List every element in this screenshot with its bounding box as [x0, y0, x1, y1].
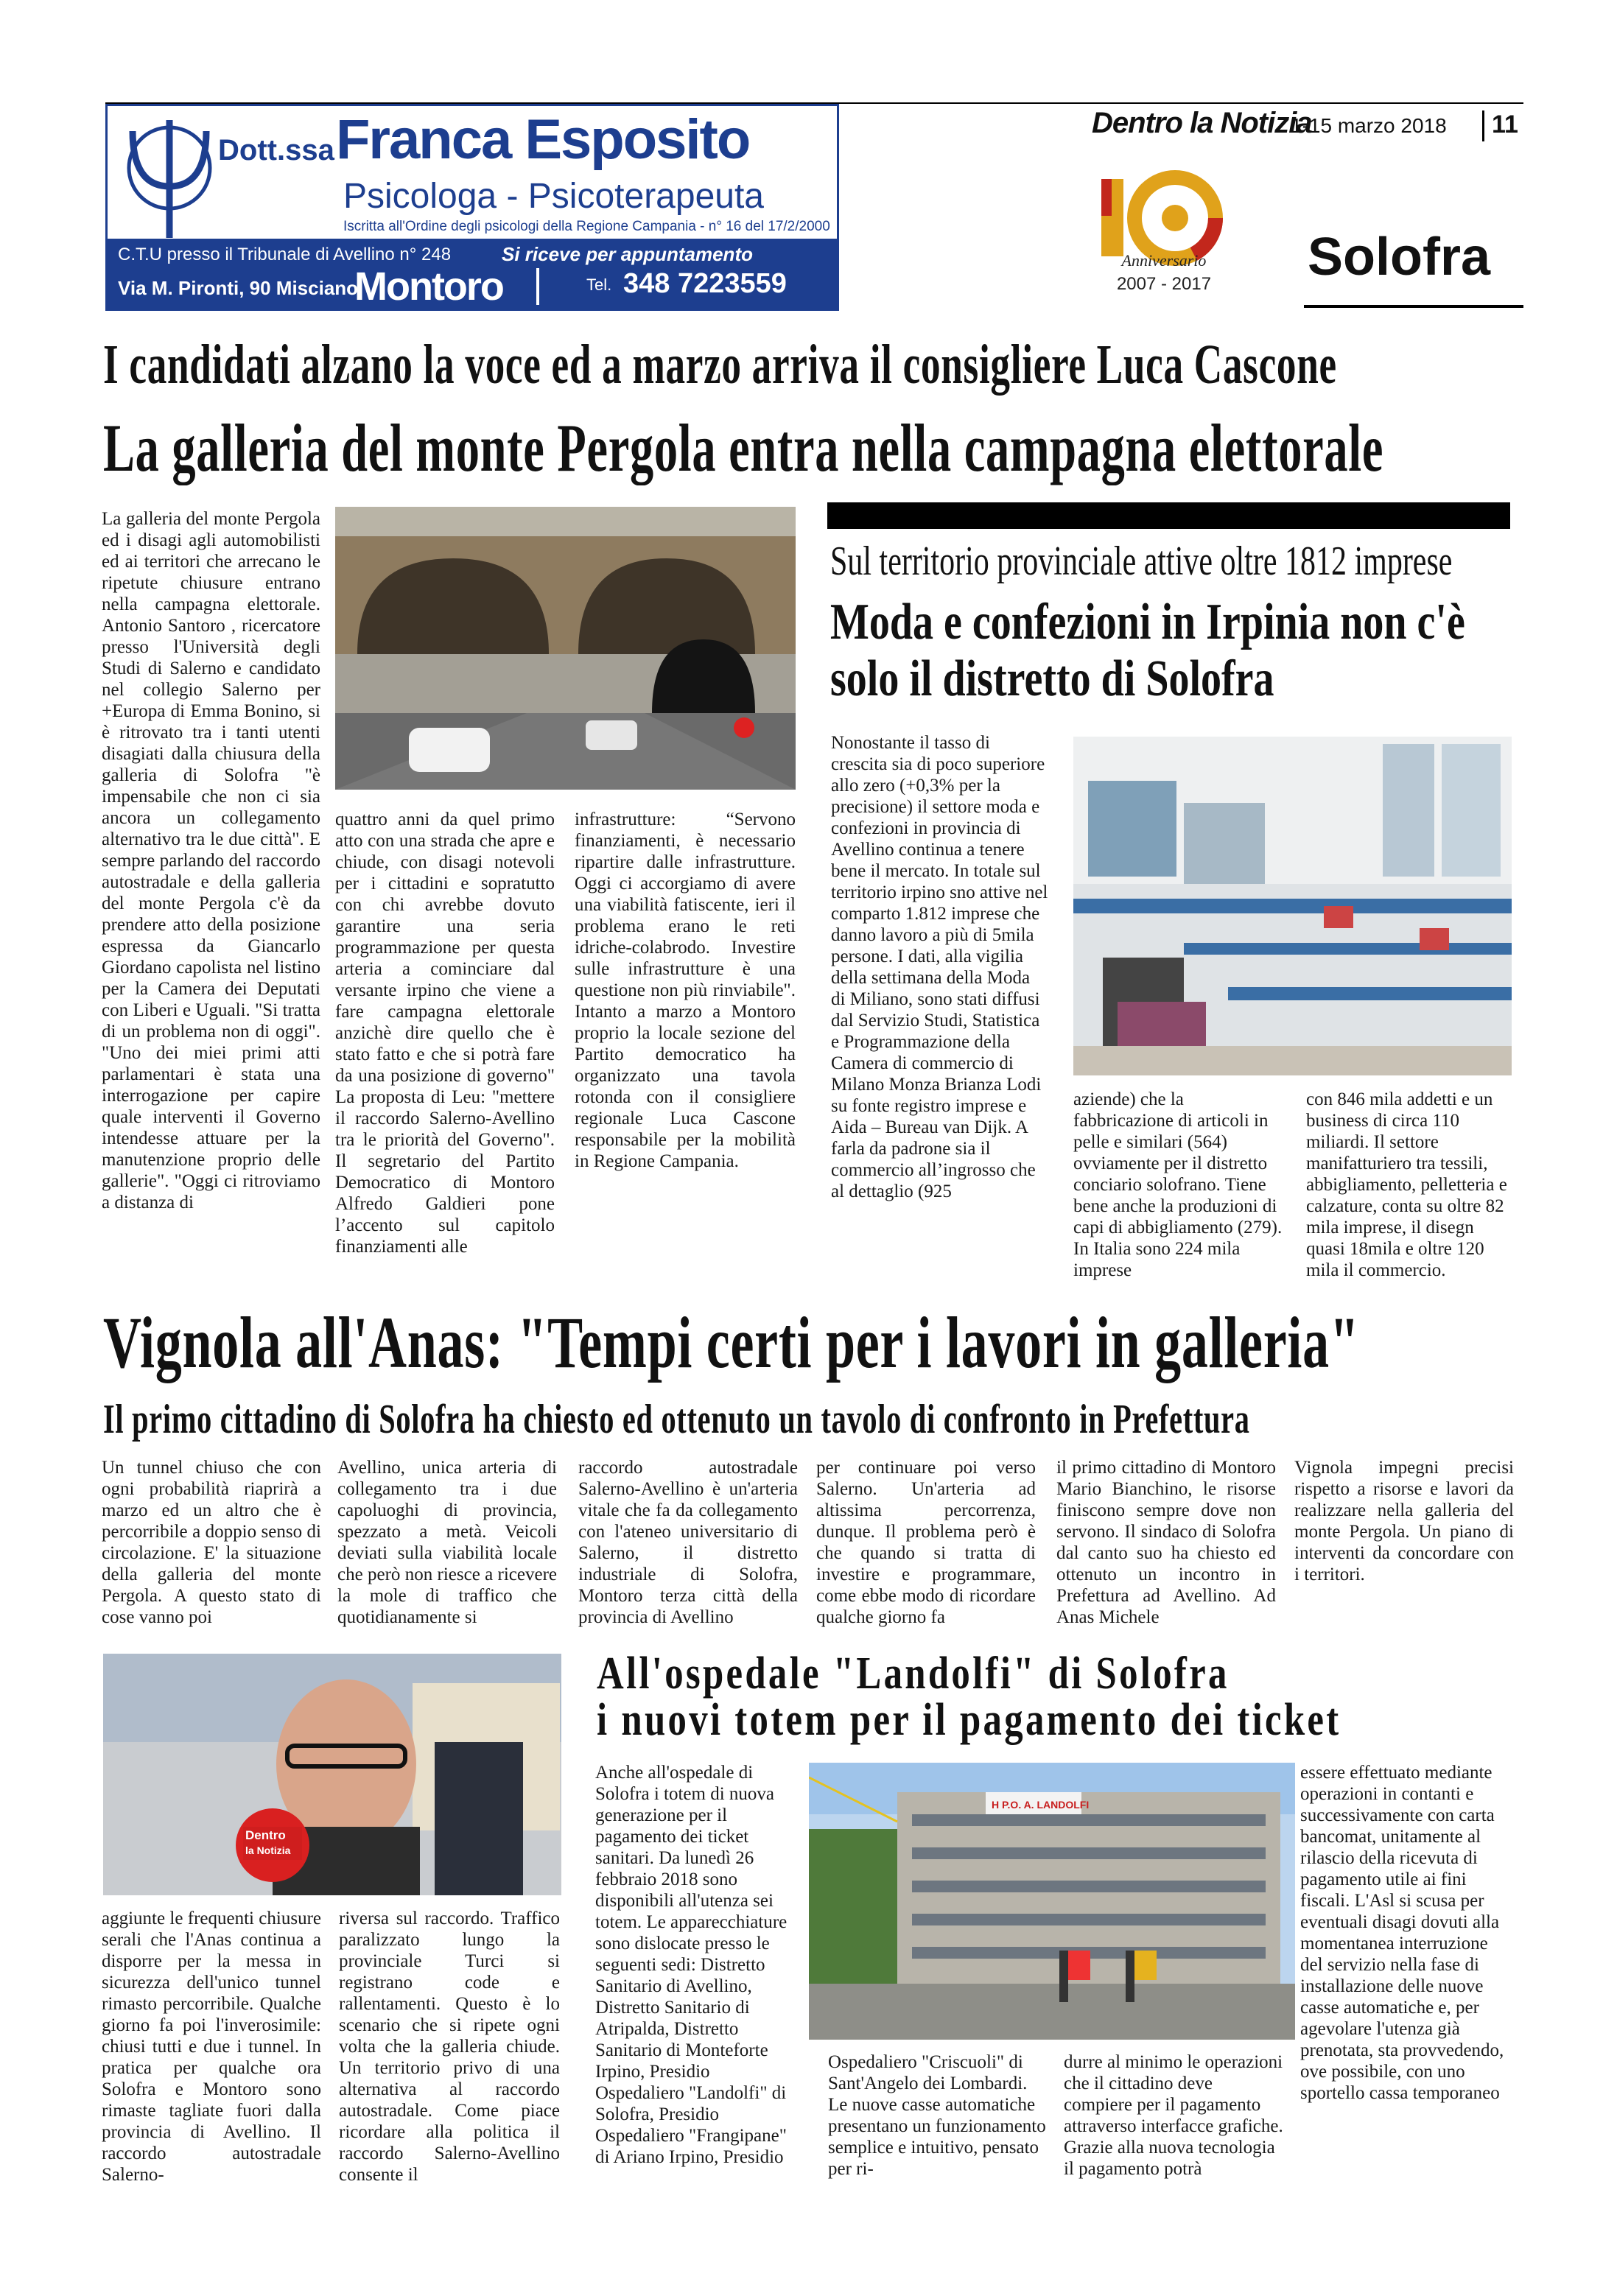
- article4-col2: Ospedaliero "Criscuoli" di Sant'Angelo dei Lombardi. Le nuove casse automatiche presentano un funzionamento semplice e intuitivo, pensato per ri-: [828, 2052, 1046, 2179]
- article4-title-line2: i nuovi totem per il pagamento dei ticket: [597, 1695, 1341, 1745]
- article3-col4: per continuare poi verso Salerno. Un'arteria ad altissima percorrenza, dunque. Il problema però è che quando si tratta di investire e programmare, come ebbe modo di ricordare qualche giorno fa: [816, 1458, 1036, 1627]
- article3-col8: riversa sul raccordo. Traffico paralizzato lungo la provinciale Turci si registrano code e rallentamenti. Questo è lo scenario che si ripete ogni volta che la galleria chiude. Un territorio privo di una alternativa al raccordo autostradale. Come piace ricordare alla politica il raccordo Salerno-Avellino consente il: [339, 1909, 560, 2185]
- article2-col3: con 846 mila addetti e un business di circa 110 miliardi. Il settore manifatturiero tra tessili, abbigliamento, pelletteria e calzature, conta su oltre 82 mila imprese, il disegn quasi 18mila e oltre 120 mila il commercio.: [1306, 1089, 1507, 1280]
- paper-name: Dentro la Notizia: [1092, 107, 1312, 139]
- ad-name: Franca Esposito: [336, 108, 750, 171]
- article3-col5: il primo cittadino di Montoro Mario Bianchino, le risorse finiscono sempre dove non servono. Il sindaco di Solofra dal canto suo ha chiesto ed ottenuto un incontro in Prefettura ad Avellino. Ad Anas Michele: [1056, 1458, 1276, 1627]
- page-number: 11: [1492, 110, 1518, 138]
- anniversary-logo-icon: [1094, 168, 1234, 301]
- mayor-image: [103, 1654, 561, 1895]
- article3-title: Vignola all'Anas: "Tempi certi per i lavori in galleria": [103, 1302, 1360, 1383]
- psi-logo-icon: [118, 116, 221, 242]
- header-rule: [105, 102, 1523, 104]
- ad-address: Via M. Pironti, 90 Misciano: [118, 277, 359, 299]
- article2-title-line1: Moda e confezioni in Irpinia non c'è: [830, 594, 1465, 650]
- microphone-brand-line2: la Notizia: [245, 1844, 291, 1856]
- microphone-brand-line1: Dentro: [245, 1828, 286, 1842]
- article3-col6: Vignola impegni precisi rispetto a risorse e lavori da realizzare nella galleria del monte Pergola. Un piano di interventi da concordare con i territori.: [1294, 1458, 1514, 1584]
- article2-title-line2: solo il distretto di Solofra: [830, 650, 1274, 707]
- article3-col2: Avellino, unica arteria di collegamento tra i due capoluoghi di provincia, spezzato a metà. Veicoli deviati sulla viabilità locale che però non riesce a ricevere la mole di traffico che quotidianamente si: [337, 1458, 557, 1627]
- ad-divider: [536, 268, 539, 305]
- article4-col4: essere effettuato mediante operazioni in contanti e successivamente con carta bancomat, unitamente al rilascio della ricevuta di pagamento utile ai fini fiscali. L'Asl si scusa per eventuali disagi dovuti alla momentanea interruzione del servizio nella fase di installazione delle nuove casse automatiche e, per agevolare l'utenza già prenotata, sta provvedendo, ove possibile, con uno sportello cassa temporaneo: [1300, 1763, 1504, 2103]
- ad-contact-bar: [108, 239, 837, 309]
- article1-title: La galleria del monte Pergola entra nella campagna elettorale: [103, 410, 1384, 485]
- anniversary-text: Anniversario: [1121, 251, 1207, 270]
- tunnel-photo: [335, 507, 796, 790]
- factory-image: [1073, 737, 1512, 1075]
- article3-subtitle: Il primo cittadino di Solofra ha chiesto ed ottenuto un tavolo di confronto in Prefettura: [103, 1397, 1250, 1442]
- article1-col1: La galleria del monte Pergola ed i disagi agli automobilisti ed ai territori che arrecano le ripetute chiusure entrano nella campagna elettorale. Antonio Santoro , ricercatore presso l'Università degli Studi di Salerno e candidato nel collegio Salerno per +Europa di Emma Bonino, si è ritrovato tra i tanti utenti disagiati dalla chiusura della galleria di Solofra "è impensabile che non ci sia ancora un collegamento alternativo tra le due città". E sempre parlando del raccordo autostradale e della galleria del monte Pergola c'è da prendere atto della posizione espressa da Giancarlo Giordano capolista nel listino per la Camera dei Deputati con Liberi e Uguali. "Si tratta di un problema non di oggi". "Uno dei miei primi atti parlamentari è stata una interrogazione per capire quale interventi il Governo intendesse attuare per la manutenzione proprio delle gallerie". "Oggi ci ritroviamo a distanza di: [102, 509, 320, 1212]
- article3-col1: Un tunnel chiuso che con ogni probabilità riaprirà a marzo ed un altro che è percorribile a doppio senso di circolazione. E' la situazione della galleria del monte Pergola. A questo stato di cose vanno poi: [102, 1458, 321, 1627]
- hospital-image: [809, 1763, 1295, 2040]
- hospital-sign-text: H P.O. A. LANDOLFI: [992, 1799, 1090, 1811]
- ad-appointment: Si riceve per appuntamento: [502, 243, 753, 265]
- article2-top-bar: [827, 502, 1510, 529]
- date-divider: [1482, 110, 1484, 141]
- ad-tel-label: Tel.: [586, 275, 612, 294]
- ad-town: Montoro: [354, 264, 503, 309]
- ad-title-prefix: Dott.ssa: [218, 134, 334, 166]
- issue-date: 1-15 marzo 2018: [1291, 114, 1447, 137]
- article2-col2: aziende) che la fabbricazione di articoli in pelle e similari (564) ovviamente per il distretto conciario solofrano. Tiene bene anche la produzioni di capi di abbigliamento (279). In Italia sono 224 mila imprese: [1073, 1089, 1283, 1280]
- article4-col1: Anche all'ospedale di Solofra i totem di nuova generazione per il pagamento dei ticket sanitari. Da lunedì 26 febbraio 2018 sono disponibili all'utenza sei totem. Le apparecchiature sono dislocate presso le seguenti sedi: Distretto Sanitario di Avellino, Distretto Sanitario di Atripalda, Distretto Sanitario di Monteforte Irpino, Presidio Ospedaliero "Landolfi" di Solofra, Presidio Ospedaliero "Frangipane" di Ariano Irpino, Presidio: [595, 1763, 788, 2167]
- section-rule: [1304, 305, 1523, 308]
- anniversary-years: 2007 - 2017: [1116, 274, 1212, 294]
- ad-registration: Iscritta all'Ordine degli psicologi della Regione Campania - n° 16 del 17/2/2000: [343, 219, 830, 234]
- factory-photo: [1073, 737, 1512, 1075]
- section-title: Solofra: [1308, 228, 1491, 287]
- advertisement-box: [105, 104, 839, 311]
- tunnel-image: [335, 507, 796, 790]
- article3-col3: raccordo autostradale Salerno-Avellino è un'arteria vitale che fa da collegamento con l'ateneo universitario di Salerno, il distretto industriale di Solofra, Montoro terza città della provincia di Avellino: [578, 1458, 798, 1627]
- hospital-photo: [809, 1763, 1295, 2040]
- article4-col3: durre al minimo le operazioni che il cittadino deve compiere per il pagamento attraverso interfacce grafiche. Grazie alla nuova tecnologia il pagamento potrà: [1064, 2052, 1283, 2179]
- article2-col1: Nonostante il tasso di crescita sia di poco superiore allo zero (+0,3% per la precisione) il settore moda e confezioni in provincia di Avellino continua a tenere bene il mercato. In totale sul territorio irpino sno attive nel comparto 1.812 imprese che danno lavoro a più di 5mila persone. I dati, alla vigilia della settimana della Moda di Miliano, sono stati diffusi dal Servizio Studi, Statistica e Programmazione della Camera di commercio di Milano Monza Brianza Lodi su fonte registro imprese e Aida – Bureau van Dijk. A farla da padrone sia il commercio all’ingrosso che al dettaglio (925: [831, 733, 1048, 1201]
- ad-profession: Psicologa - Psicoterapeuta: [343, 177, 764, 216]
- article1-kicker: I candidati alzano la voce ed a marzo arriva il consigliere Luca Cascone: [103, 334, 1337, 396]
- ad-phone: 348 7223559: [623, 268, 787, 299]
- article1-col2: quattro anni da quel primo atto con una strada che apre e chiude, con disagi notevoli per i cittadini e sopratutto con chi avrebbe dovuto garantire una seria programmazione per questa arteria a cominciare dal versante irpino che viene a fare campagna elettorale anzichè dire quello che è stato fatto e che si potrà fare da una posizione di governo" La proposta di Leu: "mettere il raccordo Salerno-Avellino tra le priorità del Governo". Il segretario del Partito Democratico di Montoro Alfredo Galdieri pone l’accento sul capitolo finanziamenti alle: [335, 810, 555, 1257]
- ad-ctu: C.T.U presso il Tribunale di Avellino n° 248: [118, 245, 452, 264]
- article4-title-line1: All'ospedale "Landolfi" di Solofra: [597, 1649, 1230, 1699]
- article3-col7: aggiunte le frequenti chiusure serali che l'Anas continua a disporre per la messa in sicurezza dell'unico tunnel rimasto percorribile. Qualche giorno fa poi l'inverosimile: chiusi tutti e due i tunnel. In pratica per qualche ora Solofra e Montoro sono rimaste tagliate fuori dalla provincia di Avellino. Il raccordo autostradale Salerno-: [102, 1909, 321, 2185]
- article1-col3: infrastrutture: “Servono finanziamenti, è necessario ripartire dalle infrastrutture. Oggi ci accorgiamo di avere una viabilità fatiscente, ieri il problema erano le reti idriche-colabrodo. Investire sulle infrastrutture è una questione non più rinviabile". Intanto a marzo a Montoro proprio la locale sezione del Partito democratico ha organizzato una tavola rotonda con il consigliere regionale Luca Cascone responsabile per la mobilità in Regione Campania.: [575, 810, 796, 1171]
- mayor-photo: [103, 1654, 561, 1895]
- article2-kicker: Sul territorio provinciale attive oltre 1812 imprese: [830, 538, 1453, 584]
